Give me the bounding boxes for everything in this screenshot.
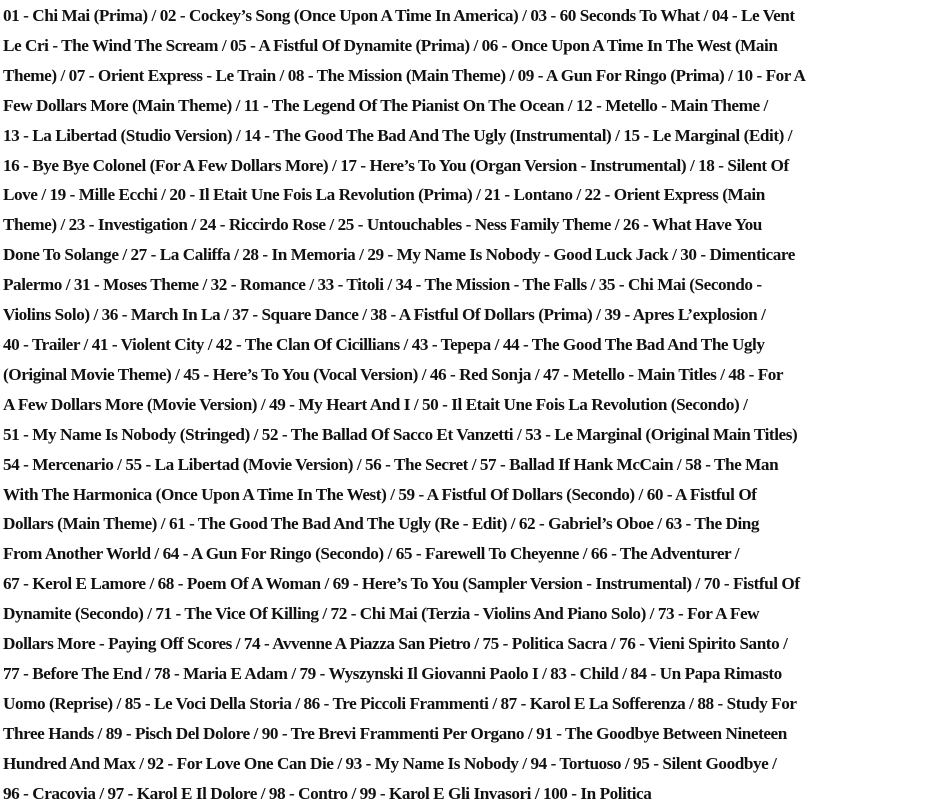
tracklist-text: 01 - Chi Mai (Prima) / 02 - Cockey’s Song (Once Upon A Time In America) / 03 - 60 Seconds To What / 04 - Le Vent Le Cri - The Wind The Scream / 05 - A Fistful Of Dynamite (Prima) / 06 - Once Upon A Time In The West (Main Theme) / 07 - Orient Express - Le Train / 08 - The Mission (Main Theme) / 09 - A Gun For Ringo (Prima) / 10 - For A Few Dollars More (Main Theme) / 11 - The Legend Of The Pianist On The Ocean / 12 - Metello - Main Theme / 13 - La Libertad (Studio Version) / 14 - The Good The Bad And The Ugly (Instrumental) / 15 - Le Marginal (Edit) / 16 - Bye Bye Colonel (For A Few Dollars More) / 17 - Here’s To You (Organ Version - Instrumental) / 18 - Silent Of Love / 19 - Mille Ecchi / 20 - Il Etait Une Fois La Revolution (Prima) / 21 - Lontano / 22 - Orient Express (Main Theme) / 23 - Investigation / 24 - Riccirdo Rose / 25 - Untouchables - Ness Family Theme / 26 - What Have You Done To Solange / 27 - La Califfa / 28 - In Memoria / 29 - My Name Is Nobody - Good Luck Jack / 30 - Dimenticare Palermo / 31 - Moses Theme / 32 - Romance / 33 - Titoli / 34 - The Mission - The Falls / 35 - Chi Mai (Secondo - Violins Solo) / 36 - March In La / 37 - Square Dance / 38 - A Fistful Of Dollars (Prima) / 39 - Apres L’explosion / 40 - Trailer / 41 - Violent City / 42 - The Clan Of Cicillians / 43 - Tepepa / 44 - The Good The Bad And The Ugly (Original Movie Theme) / 45 - Here’s To You (Vocal Version) / 46 - Red Sonja / 47 - Metello - Main Titles / 48 - For A Few Dollars More (Movie Version) / 49 - My Heart And I / 50 - Il Etait Une Fois La Revolution (Secondo) / 51 - My Name Is Nobody (Stringed) / 52 - The Ballad Of Sacco Et Vanzetti / 53 - Le Marginal (Original Main Titles) 54 - Mercenario / 55 - La Libertad (Movie Version) / 56 - The Secret / 57 - Ballad If Hank McCain / 58 - The Man With The Harmonica (Once Upon A Time In The West) / 59 - A Fistful Of Dollars (Secondo) / 60 - A Fistful Of Dollars (Main Theme) / 61 - The Good The Bad And The Ugly (Re - Edit) / 62 - Gabriel’s Oboe / 63 - The Ding From Another World / 64 - A Gun For Ringo (Secondo) / 65 - Farewell To Cheyenne / 66 - The Adventurer / 67 - Kerol E Lamore / 68 - Poem Of A Woman / 69 - Here’s To You (Sampler Version - Instrumental) / 70 - Fistful Of Dynamite (Secondo) / 71 - The Vice Of Killing / 72 - Chi Mai (Terzia - Violins And Piano Solo) / 73 - For A Few Dollars More - Paying Off Scores / 74 - Avvenne A Piazza San Pietro / 75 - Politica Sacra / 76 - Vieni Spirito Santo / 77 - Before The End / 78 - Maria E Adam / 79 - Wyszynski Il Giovanni Paolo I / 83 - Child / 84 - Un Papa Rimasto Uomo (Reprise) / 85 - Le Voci Della Storia / 86 - Tre Piccoli Frammenti / 87 - Karol E La Sofferenza / 88 - Study For Three Hands / 89 - Pisch Del Dolore / 90 - Tre Brevi Frammenti Per Organo / 91 - The Goodbye Between Nineteen Hundred And Max / 92 - For Love One Can Die / 93 - My Name Is Nobody / 94 - Tortuoso / 95 - Silent Goodbye / 96 - Cracovia / 97 - Karol E Il Dolore / 98 - Contro / 99 - Karol E Gli Invasori / 100 - In Politica — [3, 6, 806, 803]
